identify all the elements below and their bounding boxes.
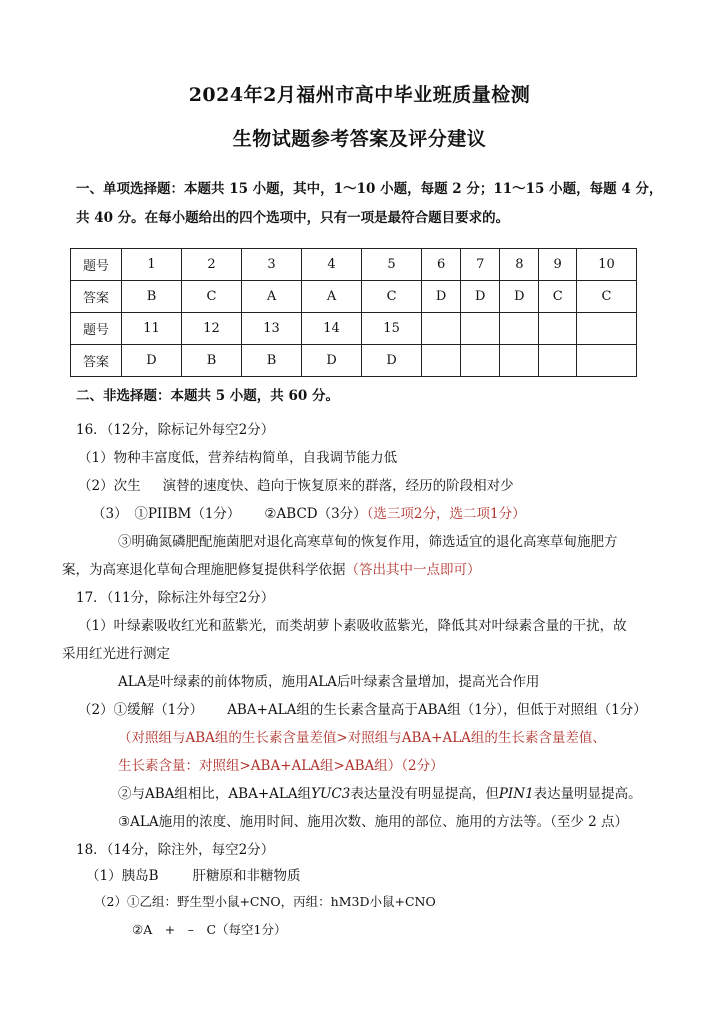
answer-cell: A [302,281,362,313]
row-label-answer: 答案 [71,345,122,377]
q17-part2-answer-b: ABA+ALA组的生长素含量高于ABA组（1分），但低于对照组（1分） [227,702,647,718]
empty-cell [461,345,500,377]
q16-part3 [92,502,526,522]
q16-part5 [62,558,481,578]
answer-cell: D [362,345,422,377]
q17-part1-b: ALA是叶绿素的前体物质，施用ALA后叶绿素含量增加，提高光合作用 [118,674,540,690]
question-number: 3 [242,249,302,281]
empty-cell [500,313,539,345]
empty-cell [576,345,636,377]
q17-part2-b-text1: ②与ABA组相比，ABA+ALA组 [118,786,312,802]
answer-cell: B [242,345,302,377]
q16-part2 [78,474,514,494]
q18-part1 [86,864,301,884]
q17-part2-c: ③ALA施用的浓度、施用时间、施用次数、施用的部位、施用的方法等。（至少 2 点） [118,814,628,830]
q16-header: 16．（12分，除标记外每空2分） [76,422,275,438]
answer-cell: D [302,345,362,377]
page-title: 2024年2月福州市高中毕业班质量检测 [188,84,531,106]
q17-part2-b-text2: 表达量没有明显提高，但 [350,786,499,802]
q17-part2-answer-a: （2）①缓解（1分） [78,702,204,718]
question-number: 5 [362,249,422,281]
empty-cell [576,313,636,345]
question-number: 11 [122,313,182,345]
q16-part4: ③明确氮磷肥配施菌肥对退化高寒草甸的恢复作用，筛选适宜的退化高寒草甸施肥方 [118,534,618,550]
question-number: 15 [362,313,422,345]
answer-cell: B [122,281,182,313]
q16-part1: （1）物种丰富度低，营养结构简单，自我调节能力低 [78,450,398,466]
empty-cell [500,345,539,377]
answer-cell: D [461,281,500,313]
question-number: 12 [182,313,242,345]
question-number: 10 [576,249,636,281]
q17-part1-cont: 采用红光进行测定 [62,646,170,662]
q16-part5-text: 案，为高寒退化草甸合理施肥修复提供科学依据 [62,562,346,578]
table-row-answers-2 [71,345,637,377]
answer-cell: C [576,281,636,313]
answer-cell: D [122,345,182,377]
section1-intro-line2: 共 40 分。在每小题给出的四个选项中，只有一项是最符合题目要求的。 [76,210,510,226]
gene-pin1: PIN1 [498,786,534,802]
answer-table [70,248,637,377]
question-number: 4 [302,249,362,281]
page-subtitle: 生物试题参考答案及评分建议 [232,128,487,150]
row-label-question: 题号 [71,313,122,345]
section1-intro-line1: 一、单项选择题：本题共 15 小题，其中，1～10 小题，每题 2 分；11～15 小题，每题 4 分， [76,181,663,197]
q17-scoring-note-2 [118,754,444,774]
answer-cell: C [182,281,242,313]
question-number: 6 [422,249,461,281]
table-row-answers-1 [71,281,637,313]
empty-cell [461,313,500,345]
q18-part2: （2）①乙组：野生型小鼠+CNO，丙组：hM3D小鼠+CNO [94,894,436,909]
q16-part2-answer-b: 演替的速度快、趋向于恢复原来的群落，经历的阶段相对少 [162,478,514,494]
answer-cell: A [242,281,302,313]
answer-cell: B [182,345,242,377]
question-number: 13 [242,313,302,345]
q16-part5-scoring-note: （答出其中一点即可） [345,562,481,578]
answer-cell: D [422,281,461,313]
q18-header: 18．（14分，除注外，每空2分） [76,842,275,858]
section2-heading: 二、非选择题：本题共 5 小题，共 60 分。 [76,388,339,404]
q17-part2-b [118,782,642,802]
q18-part1-answer-a: （1）胰岛B [86,868,159,884]
answer-cell: C [539,281,576,313]
gene-yuc3: YUC3 [311,786,351,802]
empty-cell [422,345,461,377]
q16-part3-answer-a: （3） ①PIIBM（1分） [92,506,241,522]
q16-part2-answer-a: （2）次生 [78,478,141,494]
question-number: 7 [461,249,500,281]
q18-part2-b: ②A + – C（每空1分） [132,922,287,937]
answer-cell: D [500,281,539,313]
table-row-questions-2 [71,313,637,345]
question-number: 2 [182,249,242,281]
empty-cell [539,345,576,377]
question-number: 9 [539,249,576,281]
q17-part2 [78,698,647,718]
q16-part3-answer-b: ②ABCD（3分） [264,506,367,522]
q17-scoring-note-1: （对照组与ABA组的生长素含量差值>对照组与ABA+ALA组的生长素含量差值、 [118,730,606,746]
empty-cell [539,313,576,345]
question-number: 14 [302,313,362,345]
q17-scoring-note-2-points: （2分） [401,758,444,774]
table-row-questions-1 [71,249,637,281]
empty-cell [422,313,461,345]
q17-header: 17．（11分，除标注外每空2分） [76,590,275,606]
answer-cell: C [362,281,422,313]
q17-scoring-note-2-text: 生长素含量：对照组>ABA+ALA组>ABA组） [118,758,402,774]
q17-part1: （1）叶绿素吸收红光和蓝紫光，而类胡萝卜素吸收蓝紫光，降低其对叶绿素含量的干扰，故 [78,618,627,634]
question-number: 1 [122,249,182,281]
q17-part2-b-text3: 表达量明显提高。 [533,786,642,802]
row-label-question: 题号 [71,249,122,281]
q16-part3-scoring-note: （选三项2分，选二项1分） [366,506,526,522]
q18-part1-answer-b: 肝糖原和非糖物质 [192,868,301,884]
question-number: 8 [500,249,539,281]
row-label-answer: 答案 [71,281,122,313]
